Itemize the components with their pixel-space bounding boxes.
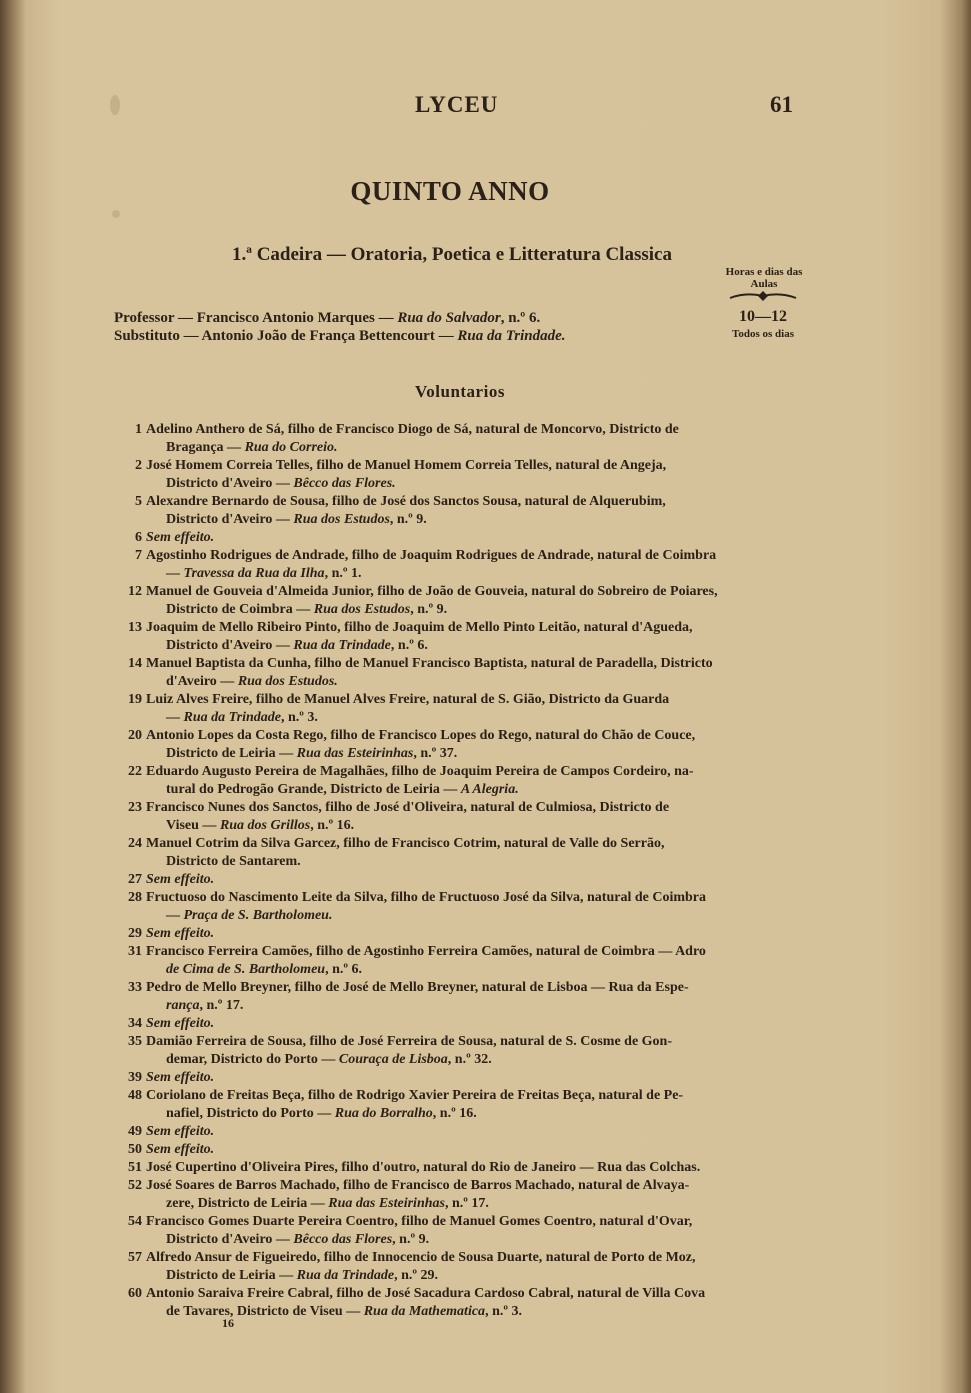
entry-line: José Cupertino d'Oliveira Pires, filho d'outro, natural do Rio de Janeiro — Rua das Colchas. <box>146 1160 701 1175</box>
entry-continuation <box>146 1267 804 1285</box>
entry-continuation <box>146 673 804 691</box>
entry-number: 19 <box>128 692 142 707</box>
list-item <box>110 1033 804 1069</box>
entry-line: Alfredo Ansur de Figueiredo, filho de Innocencio de Sousa Duarte, natural de Porto de Moz, <box>146 1250 696 1265</box>
entry-text <box>146 529 804 547</box>
entry-continuation <box>146 709 804 727</box>
entry-text <box>146 799 804 835</box>
entry-note: Sem effeito. <box>146 872 215 887</box>
entry-tail: , n.º 16. <box>432 1106 477 1121</box>
entry-tail: , n.º 16. <box>310 818 355 833</box>
entry-cont-text: Districto d'Aveiro — <box>166 476 294 491</box>
entry-address: Bêcco das Flores. <box>293 476 396 491</box>
entry-cont-text: Bragança — <box>166 440 245 455</box>
list-item <box>110 1213 804 1249</box>
entry-cont-text: de Tavares, Districto de Viseu — <box>166 1304 364 1319</box>
entry-address: Praça de S. Bartholomeu. <box>183 908 333 923</box>
entry-continuation <box>146 1195 804 1213</box>
entry-number: 34 <box>128 1016 142 1031</box>
entry-number: 12 <box>128 584 142 599</box>
running-head <box>0 92 971 122</box>
subsection-title: Voluntarios <box>415 382 505 401</box>
section-title: QUINTO ANNO <box>350 176 550 206</box>
entry-number: 22 <box>128 764 142 779</box>
days-value: Todos os dias <box>732 328 794 340</box>
list-item <box>110 727 804 763</box>
entry-text <box>146 871 804 889</box>
entry-address: Rua da Mathematica <box>363 1304 486 1319</box>
entry-text <box>146 1249 804 1285</box>
entry-line: Alexandre Bernardo de Sousa, filho de José dos Sanctos Sousa, natural de Alquerubim, <box>146 494 666 509</box>
entry-number: 27 <box>128 872 142 887</box>
entry-number: 33 <box>128 980 142 995</box>
entry-text <box>146 421 804 457</box>
entry-tail: , n.º 17. <box>199 998 244 1013</box>
list-item <box>110 763 804 799</box>
entry-continuation <box>146 511 804 529</box>
list-item <box>110 1285 804 1321</box>
entry-address: Rua dos Estudos. <box>237 674 338 689</box>
entry-text <box>146 691 804 727</box>
substitute-label: Substituto — Antonio João de França Bettencourt — <box>114 328 458 344</box>
entry-continuation <box>146 781 804 799</box>
entry-address: Rua da Trindade <box>296 1268 395 1283</box>
entry-line: José Homem Correia Telles, filho de Manuel Homem Correia Telles, natural de Angeja, <box>146 458 667 473</box>
entry-text <box>146 619 804 655</box>
entry-text <box>146 1033 804 1069</box>
entry-continuation <box>146 907 804 925</box>
list-item <box>110 493 804 529</box>
entry-line: Pedro de Mello Breyner, filho de José de Mello Breyner, natural de Lisboa — Rua da Espe- <box>146 980 689 995</box>
entry-continuation <box>146 817 804 835</box>
entry-tail: , n.º 6. <box>390 638 428 653</box>
list-item <box>110 925 804 943</box>
entry-text <box>146 1087 804 1123</box>
list-item <box>110 547 804 583</box>
entry-number: 20 <box>128 728 142 743</box>
entry-text <box>146 889 804 925</box>
entry-line: Fructuoso do Nascimento Leite da Silva, filho de Fructuoso José da Silva, natural de Coimbra <box>146 890 707 905</box>
entry-text <box>146 1177 804 1213</box>
entry-cont-text: — <box>166 710 184 725</box>
entry-line: Francisco Gomes Duarte Pereira Coentro, filho de Manuel Gomes Coentro, natural d'Ovar, <box>146 1214 693 1229</box>
entry-cont-text: nafiel, Districto do Porto — <box>166 1106 335 1121</box>
entry-text <box>146 835 804 871</box>
entry-tail: , n.º 9. <box>392 1232 430 1247</box>
entry-number: 29 <box>128 926 142 941</box>
list-item <box>110 529 804 547</box>
list-item <box>110 691 804 727</box>
entry-continuation <box>146 439 804 457</box>
entry-text <box>146 925 804 943</box>
entry-address: Rua do Correio. <box>244 440 338 455</box>
entry-number: 7 <box>135 548 142 563</box>
substitute-line <box>114 328 566 345</box>
entry-number: 2 <box>135 458 142 473</box>
entry-text <box>146 943 804 979</box>
professor-tail: , n.º 6. <box>500 310 541 326</box>
entry-note: Sem effeito. <box>146 1016 215 1031</box>
entry-line: Manuel Baptista da Cunha, filho de Manuel Francisco Baptista, natural de Paradella, Districto <box>146 656 713 671</box>
entry-line: Damião Ferreira de Sousa, filho de José Ferreira de Sousa, natural de S. Cosme de Gon- <box>146 1034 673 1049</box>
entry-tail: , n.º 17. <box>444 1196 489 1211</box>
entry-number: 60 <box>128 1286 142 1301</box>
entry-number: 57 <box>128 1250 142 1265</box>
entry-note: Sem effeito. <box>146 926 215 941</box>
entry-address: Rua dos Estudos <box>293 512 390 527</box>
entry-cont-text: — <box>166 566 184 581</box>
entry-text <box>146 979 804 1015</box>
entry-cont-text: d'Aveiro — <box>166 674 238 689</box>
entry-cont-text: zere, Districto de Leiria — <box>166 1196 329 1211</box>
entry-tail: , n.º 1. <box>324 566 362 581</box>
entry-text <box>146 1015 804 1033</box>
entry-tail: , n.º 32. <box>447 1052 492 1067</box>
entry-line: Agostinho Rodrigues de Andrade, filho de Joaquim Rodrigues de Andrade, natural de Coimbra <box>146 548 717 563</box>
entry-number: 39 <box>128 1070 142 1085</box>
entry-number: 28 <box>128 890 142 905</box>
professor-address: Rua do Salvador <box>397 310 501 326</box>
entry-number: 52 <box>128 1178 142 1193</box>
running-title: LYCEU <box>415 92 499 117</box>
entry-line: Francisco Ferreira Camões, filho de Agostinho Ferreira Camões, natural de Coimbra — Adro <box>146 944 706 959</box>
entry-continuation <box>146 601 804 619</box>
entry-tail: , n.º 6. <box>325 962 362 977</box>
entry-cont-text: Districto de Santarem. <box>166 854 301 869</box>
list-item <box>110 943 804 979</box>
list-item <box>110 1141 804 1159</box>
list-item <box>110 421 804 457</box>
entry-tail: , n.º 3. <box>281 710 318 725</box>
entry-address: A Alegria. <box>460 782 519 797</box>
list-item <box>110 1159 804 1177</box>
entry-address: Rua dos Grillos <box>219 818 311 833</box>
entry-number: 5 <box>135 494 142 509</box>
hours-label: Horas e dias das Aulas <box>725 266 803 290</box>
entry-address: Rua das Esteirinhas <box>296 746 414 761</box>
entry-address: rança <box>166 998 200 1013</box>
list-item <box>110 1087 804 1123</box>
entry-continuation <box>146 565 804 583</box>
entry-line: Eduardo Augusto Pereira de Magalhães, filho de Joaquim Pereira de Campos Cordeiro, na- <box>146 764 694 779</box>
professor-line <box>114 310 540 327</box>
entry-tail: , n.º 9. <box>410 602 448 617</box>
list-item <box>110 1069 804 1087</box>
entry-text <box>146 457 804 493</box>
list-item <box>110 835 804 871</box>
list-item <box>110 1249 804 1285</box>
entry-line: Coriolano de Freitas Beça, filho de Rodrigo Xavier Pereira de Freitas Beça, natural de Pe- <box>146 1088 684 1103</box>
entry-text <box>146 1213 804 1249</box>
entry-address: Rua dos Estudos <box>313 602 411 617</box>
entry-note: Sem effeito. <box>146 1142 215 1157</box>
entry-text <box>146 583 804 619</box>
entry-continuation <box>146 997 804 1015</box>
entry-text <box>146 1123 804 1141</box>
entry-cont-text: demar, Districto do Porto — <box>166 1052 339 1067</box>
entry-tail: , n.º 9. <box>389 512 427 527</box>
entry-line: Adelino Anthero de Sá, filho de Francisco Diogo de Sá, natural de Moncorvo, Districto de <box>146 422 679 437</box>
list-item <box>110 457 804 493</box>
entry-text <box>146 493 804 529</box>
entry-text <box>146 763 804 799</box>
entry-cont-text: Districto d'Aveiro — <box>166 1232 294 1247</box>
entry-address: Rua da Trindade <box>183 710 281 725</box>
entry-cont-text: Districto d'Aveiro — <box>166 638 294 653</box>
entry-note: Sem effeito. <box>146 1070 215 1085</box>
entry-number: 48 <box>128 1088 142 1103</box>
entry-note: Sem effeito. <box>146 1124 215 1139</box>
entry-cont-text: Districto de Leiria — <box>166 1268 297 1283</box>
entry-continuation <box>146 1105 804 1123</box>
entry-continuation <box>146 1231 804 1249</box>
entry-address: de Cima de S. Bartholomeu <box>166 962 326 977</box>
list-item <box>110 799 804 835</box>
ornament-rule-icon <box>728 290 798 302</box>
entry-address: Rua do Borralho <box>334 1106 433 1121</box>
entry-tail: , n.º 29. <box>394 1268 439 1283</box>
entry-cont-text: — <box>166 908 184 923</box>
entry-cont-text: Districto d'Aveiro — <box>166 512 294 527</box>
entry-tail: , n.º 3. <box>485 1304 522 1319</box>
list-item <box>110 619 804 655</box>
entry-number: 1 <box>135 422 142 437</box>
entry-line: Luiz Alves Freire, filho de Manuel Alves Freire, natural de S. Gião, Districto da Guarda <box>146 692 670 707</box>
entry-number: 14 <box>128 656 142 671</box>
entry-text <box>146 655 804 691</box>
entry-number: 54 <box>128 1214 142 1229</box>
entry-text <box>146 1159 804 1177</box>
entry-line: Antonio Saraiva Freire Cabral, filho de José Sacadura Cardoso Cabral, natural de Villa Cova <box>146 1286 706 1301</box>
list-item <box>110 1123 804 1141</box>
entry-line: Antonio Lopes da Costa Rego, filho de Francisco Lopes do Rego, natural do Chão de Couce, <box>146 728 696 743</box>
list-item <box>110 655 804 691</box>
entry-number: 51 <box>128 1160 142 1175</box>
entry-text <box>146 1285 804 1321</box>
entry-address: Bêcco das Flores <box>293 1232 393 1247</box>
entry-number: 50 <box>128 1142 142 1157</box>
list-item <box>110 1177 804 1213</box>
entry-number: 49 <box>128 1124 142 1139</box>
entry-number: 13 <box>128 620 142 635</box>
entry-address: Couraça de Lisboa <box>338 1052 448 1067</box>
page-number: 61 <box>770 92 793 117</box>
entry-text <box>146 1069 804 1087</box>
entry-line: Manuel Cotrim da Silva Garcez, filho de Francisco Cotrim, natural de Valle do Serrão, <box>146 836 665 851</box>
entry-line: José Soares de Barros Machado, filho de Francisco de Barros Machado, natural de Alvaya- <box>146 1178 690 1193</box>
entry-number: 6 <box>135 530 142 545</box>
list-item <box>110 871 804 889</box>
substitute-address: Rua da Trindade. <box>457 328 566 344</box>
entry-text <box>146 547 804 583</box>
entry-line: Joaquim de Mello Ribeiro Pinto, filho de Joaquim de Mello Pinto Leitão, natural d'Agueda, <box>146 620 693 635</box>
entry-number: 31 <box>128 944 142 959</box>
student-list <box>110 421 804 1321</box>
ink-smudge <box>112 210 120 218</box>
entry-address: Rua das Esteirinhas <box>328 1196 445 1211</box>
professor-label: Professor — Francisco Antonio Marques — <box>114 310 398 326</box>
list-item <box>110 889 804 925</box>
entry-continuation <box>146 853 804 871</box>
entry-line: Manuel de Gouveia d'Almeida Junior, filho de João de Gouveia, natural do Sobreiro de Poiares, <box>146 584 718 599</box>
entry-continuation <box>146 1303 804 1321</box>
entry-note: Sem effeito. <box>146 530 215 545</box>
entry-address: Rua da Trindade <box>293 638 391 653</box>
list-item <box>110 1015 804 1033</box>
entry-number: 23 <box>128 800 142 815</box>
entry-line: Francisco Nunes dos Sanctos, filho de José d'Oliveira, natural de Culmiosa, Districto de <box>146 800 670 815</box>
signature-mark: 16 <box>222 1316 234 1330</box>
entry-tail: , n.º 37. <box>413 746 458 761</box>
entry-cont-text: Districto de Leiria — <box>166 746 297 761</box>
entry-address: Travessa da Rua da Ilha <box>183 566 325 581</box>
entry-continuation <box>146 475 804 493</box>
list-item <box>110 979 804 1015</box>
entry-continuation <box>146 1051 804 1069</box>
entry-number: 24 <box>128 836 142 851</box>
hours-value: 10—12 <box>739 308 787 325</box>
list-item <box>110 583 804 619</box>
entry-text <box>146 1141 804 1159</box>
entry-cont-text: Viseu — <box>166 818 220 833</box>
entry-continuation <box>146 637 804 655</box>
entry-text <box>146 727 804 763</box>
entry-cont-text: Districto de Coimbra — <box>166 602 314 617</box>
entry-continuation <box>146 961 804 979</box>
entry-number: 35 <box>128 1034 142 1049</box>
entry-cont-text: tural do Pedrogão Grande, Districto de Leiria — <box>166 782 461 797</box>
entry-continuation <box>146 745 804 763</box>
chair-title: 1.ª Cadeira — Oratoria, Poetica e Litteratura Classica <box>232 244 672 265</box>
